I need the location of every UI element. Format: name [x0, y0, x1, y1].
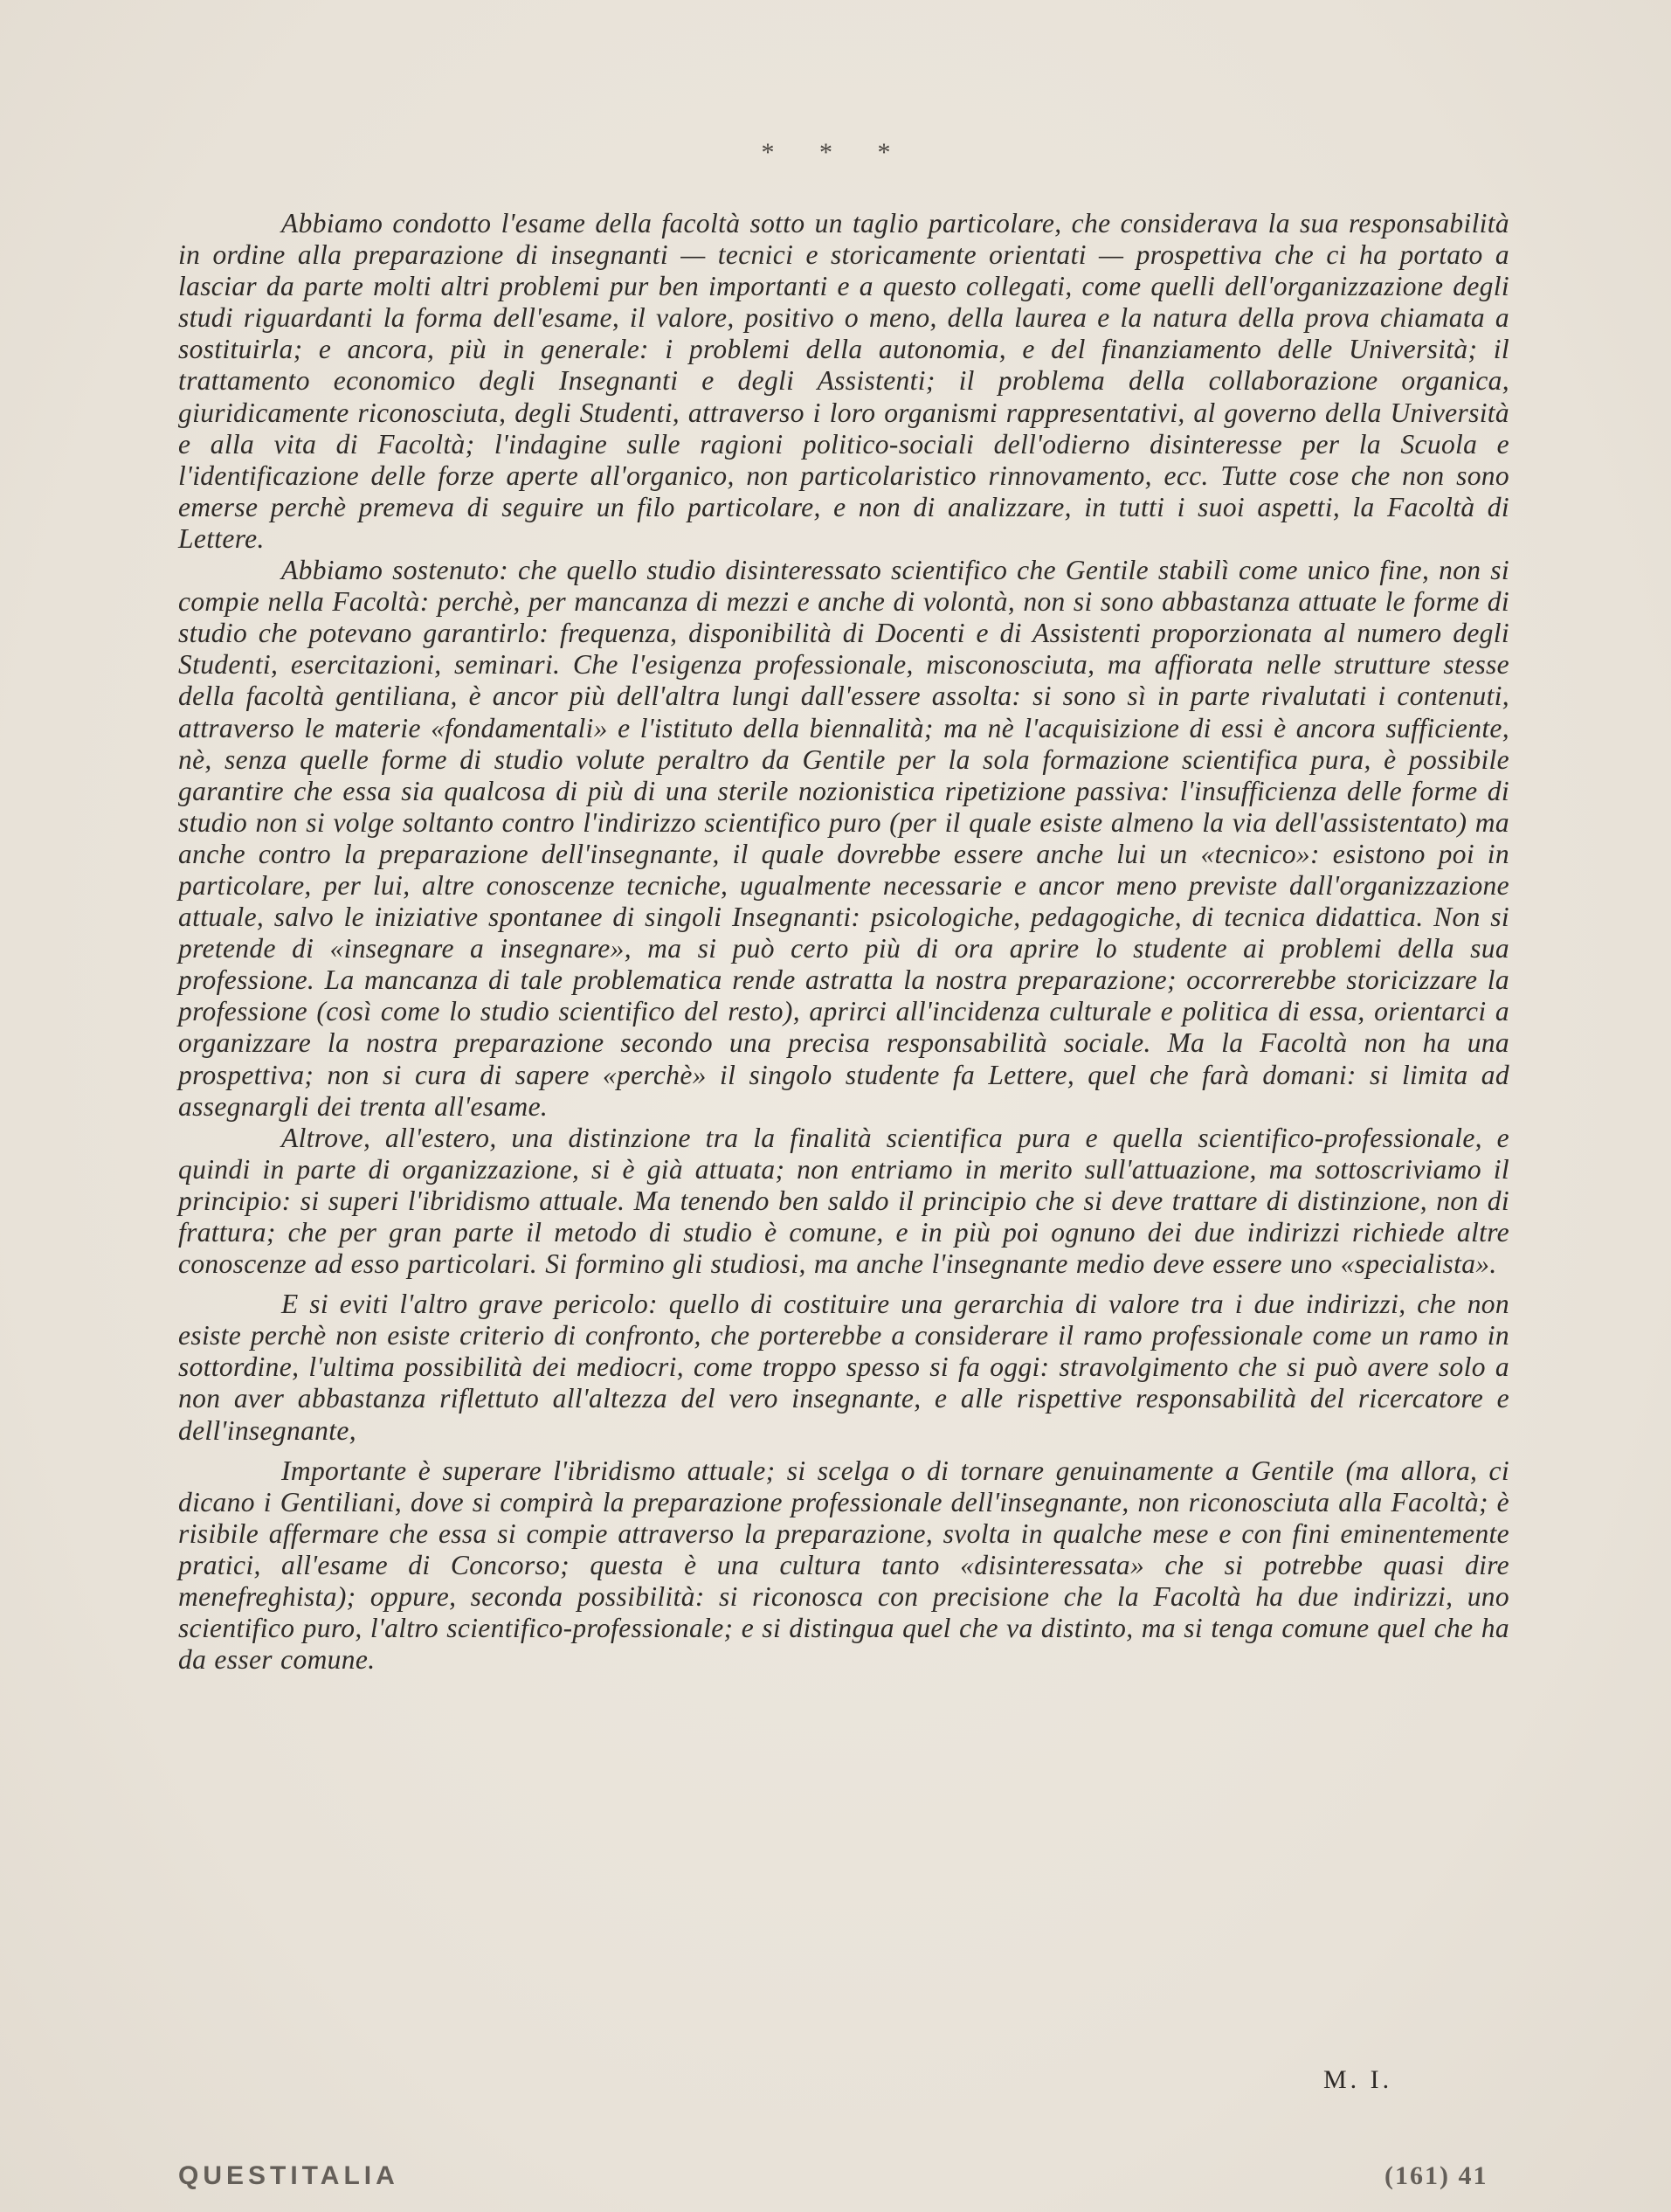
paragraph-1: Abbiamo condotto l'esame della facoltà sotto un taglio particolare, che considerava la sua responsabilità in ordine alla preparazione di insegnanti — tecnici e storicamente orientati — prospettiva che ci ha portato a lasciar da parte molti altri problemi pur ben importanti e a questo collegati, come quelli dell'organizzazione degli studi riguardanti la forma dell'esame, il valore, positivo o meno, della laurea e la natura della prova chiamata a sostituirla; e ancora, più in generale: i problemi della autonomia, e del finanziamento delle Università; il trattamento economico degli Insegnanti e degli Assistenti; il problema della collaborazione organica, giuridicamente riconosciuta, degli Studenti, attraverso i loro organismi rappresentativi, al governo della Università e alla vita di Facoltà; l'indagine sulle ragioni politico-sociali dell'odierno disinteresse per la Scuola e l'identificazione delle forze aperte all'organico, non particolaristico rinnovamento, ecc. Tutte cose che non sono emerse perchè premeva di seguire un filo particolare, e non di analizzare, in tutti i suoi aspetti, la Facoltà di Lettere.	[178, 208, 1509, 554]
section-separator: * * *	[761, 138, 910, 167]
paragraph-3: Altrove, all'estero, una distinzione tra la finalità scientifica pura e quella scientifico-professionale, e quindi in parte di organizzazione, si è già attuata; non entriamo in merito sull'attuazione, ma sottoscriviamo il principio: si superi l'ibridismo attuale. Ma tenendo ben saldo il principio che si deve trattare di distinzione, non di frattura; che per gran parte il metodo di studio è comune, e in più poi ognuno dei due indirizzi richiede altre conoscenze ad esso particolari. Si formino gli studiosi, ma anche l'insegnante medio deve essere uno «specialista».	[178, 1122, 1509, 1280]
paragraph-5: Importante è superare l'ibridismo attuale; si scelga o di tornare genuinamente a Gentile (ma allora, ci dicano i Gentiliani, dove si compirà la preparazione professionale dell'insegnante, non riconosciuta alla Facoltà; è risibile affermare che essa si compie attraverso la preparazione, svolta in qualche mese e con fini eminentemente pratici, all'esame di Concorso; questa è una cultura tanto «disinteressata» che si potrebbe quasi dire menefreghista); oppure, seconda possibilità: si riconosca con precisione che la Facoltà ha due indirizzi, uno scientifico puro, l'altro scientifico-professionale; e si distingua quel che va distinto, ma si tenga comune quel che ha da esser comune.	[178, 1455, 1509, 1676]
author-initials: M. I.	[1323, 2065, 1393, 2094]
article-body	[178, 208, 1509, 1676]
page-number: (161) 41	[1384, 2161, 1488, 2190]
paragraph-4: E si eviti l'altro grave pericolo: quello di costituire una gerarchia di valore tra i due indirizzi, che non esiste perchè non esiste criterio di confronto, che porterebbe a considerare il ramo professionale come un ramo in sottordine, l'ultima possibilità dei mediocri, come troppo spesso si fa oggi: stravolgimento che si può avere solo a non aver abbastanza riflettuto all'altezza del vero insegnante, e alle rispettive responsabilità del ricercatore e dell'insegnante,	[178, 1289, 1509, 1446]
journal-name: QUESTITALIA	[178, 2161, 399, 2190]
paragraph-2: Abbiamo sostenuto: che quello studio disinteressato scientifico che Gentile stabilì come unico fine, non si compie nella Facoltà: perchè, per mancanza di mezzi e anche di volontà, non si sono abbastanza attuate le forme di studio che potevano garantirlo: frequenza, disponibilità di Docenti e di Assistenti proporzionata al numero degli Studenti, esercitazioni, seminari. Che l'esigenza professionale, misconosciuta, ma affiorata nelle strutture stesse della facoltà gentiliana, è ancor più dell'altra lungi dall'essere assolta: si sono sì in parte rivalutati i contenuti, attraverso le materie «fondamentali» e l'istituto della biennalità; ma nè l'acquisizione di essi è ancora sufficiente, nè, senza quelle forme di studio volute peraltro da Gentile per la sola formazione scientifica pura, è possibile garantire che essa sia qualcosa di più di una sterile nozionistica ripetizione passiva: l'insufficienza delle forme di studio non si volge soltanto contro l'indirizzo scientifico puro (per il quale esiste almeno la via dell'assistentato) ma anche contro la preparazione dell'insegnante, il quale dovrebbe essere anche lui un «tecnico»: esistono poi in particolare, per lui, altre conoscenze tecniche, ugualmente necessarie e ancor meno previste dall'organizzazione attuale, salvo le iniziative spontanee di singoli Insegnanti: psicologiche, pedagogiche, di tecnica didattica. Non si pretende di «insegnare a insegnare», ma si può certo più di ora aprire lo studente ai problemi della sua professione. La mancanza di tale problematica rende astratta la nostra preparazione; occorrerebbe storicizzare la professione (così come lo studio scientifico del resto), aprirci all'incidenza culturale e politica di essa, orientarci a organizzare la nostra preparazione secondo una precisa responsabilità sociale. Ma la Facoltà non ha una prospettiva; non si cura di sapere «perchè» il singolo studente fa Lettere, quel che farà domani: si limita ad assegnargli dei trenta all'esame.	[178, 555, 1509, 1122]
